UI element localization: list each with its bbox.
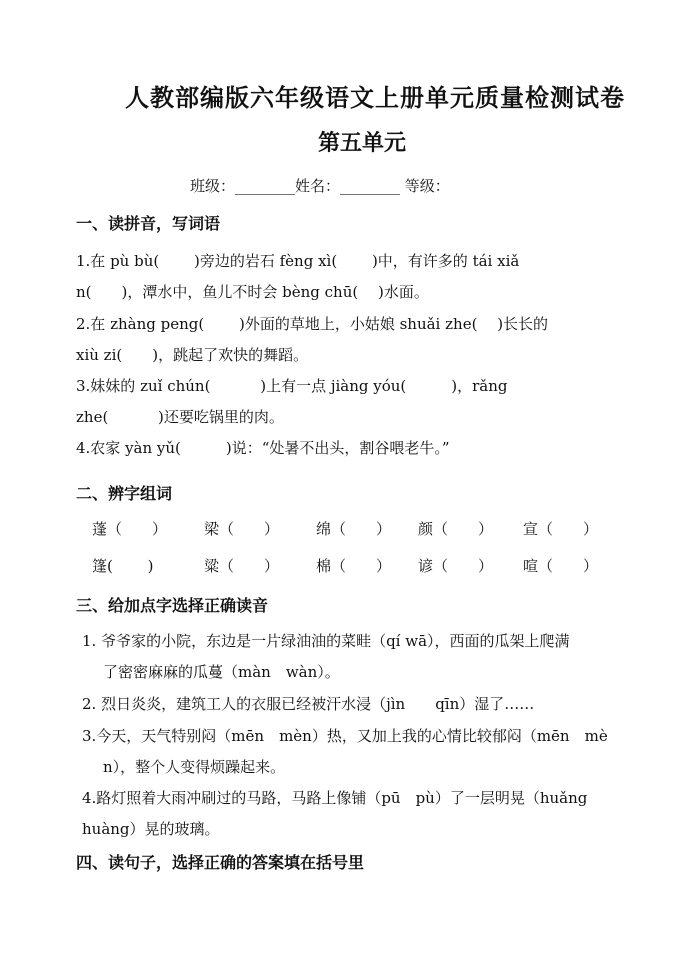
page-title: 人教部编版六年级语文上册单元质量检测试卷 — [125, 83, 625, 112]
section-3-line: 2. 烈日炎炎，建筑工人的衣服已经被汗水浸（jìn qīn）湿了…… — [82, 695, 535, 713]
char-item: 蓬（ ） — [92, 520, 168, 538]
char-item: 梁（ ） — [204, 520, 280, 538]
char-item: 宣（ ） — [523, 520, 599, 538]
section-1-line: n( )，潭水中，鱼儿不时会 bèng chū( )水面。 — [76, 283, 429, 301]
section-3-line: huàng）晃的玻璃。 — [82, 820, 220, 838]
char-item: 篷( ) — [92, 557, 154, 575]
section-4-heading: 四、读句子，选择正确的答案填在括号里 — [76, 853, 365, 872]
section-1-heading: 一、读拼音，写词语 — [76, 214, 221, 233]
char-item: 喧（ ） — [523, 557, 599, 575]
unit-subtitle: 第五单元 — [318, 130, 407, 156]
section-3-heading: 三、给加点字选择正确读音 — [76, 596, 269, 615]
section-1-line: 3.妹妹的 zuǐ chún( )上有一点 jiàng yóu( )，rǎng — [76, 377, 508, 395]
section-3-line: n），整个人变得烦躁起来。 — [103, 758, 286, 776]
section-1-line: 2.在 zhàng peng( )外面的草地上，小姑娘 shuǎi zhe( )长长的 — [76, 315, 549, 333]
char-item: 棉（ ） — [316, 557, 392, 575]
section-2-heading: 二、辨字组词 — [76, 484, 173, 503]
section-3-line: 1. 爷爷家的小院，东边是一片绿油油的菜畦（qí wā），西面的瓜架上爬满 — [82, 632, 570, 650]
section-1-line: 4.农家 yàn yǔ( )说：“处暑不出头，割谷喂老牛。” — [76, 439, 450, 457]
char-item: 粱（ ） — [204, 557, 280, 575]
char-item: 谚（ ） — [418, 557, 494, 575]
section-1-line: zhe( )还要吃锅里的肉。 — [76, 408, 284, 426]
char-item: 绵（ ） — [316, 520, 392, 538]
section-3-line: 4.路灯照着大雨冲刷过的马路，马路上像铺（pū pù）了一层明晃（huǎng — [82, 789, 588, 807]
section-1-line: 1.在 pù bù( )旁边的岩石 fèng xì( )中，有许多的 tái xiǎ — [76, 252, 520, 270]
section-1-line: xiù zi( )，跳起了欢快的舞蹈。 — [76, 346, 309, 364]
section-3-line: 了密密麻麻的瓜蔓（màn wàn）。 — [103, 663, 340, 681]
student-info-line: 班级：________姓名：________ 等级： — [190, 177, 450, 195]
section-3-line: 3.今天，天气特别闷（mēn mèn）热，又加上我的心情比较郁闷（mēn mè — [82, 727, 608, 745]
char-item: 颜（ ） — [418, 520, 494, 538]
